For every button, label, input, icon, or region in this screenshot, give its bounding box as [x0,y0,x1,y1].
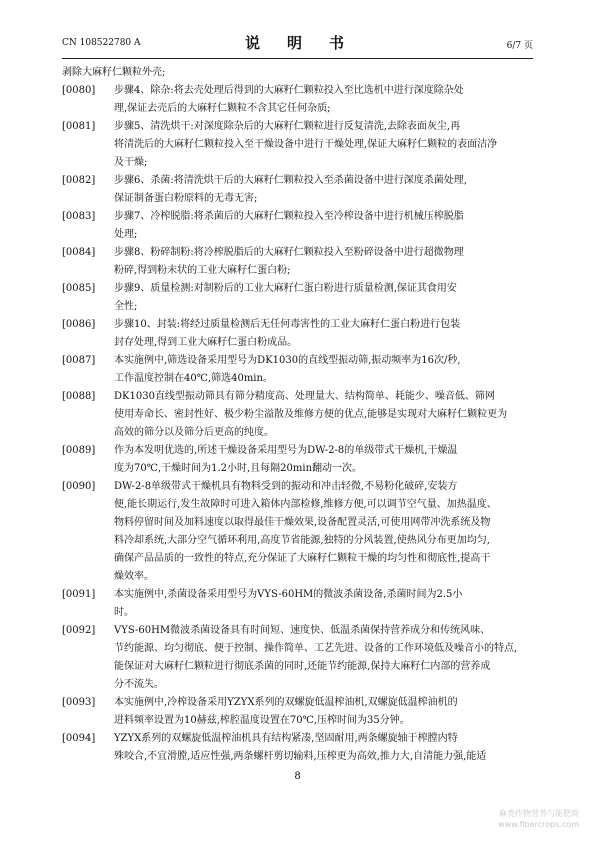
paragraph-text [114,388,533,442]
paragraph-text [114,478,533,586]
text-line: 及干燥; [114,157,148,168]
text-line: 步骤6、杀菌:将清洗烘干后的大麻籽仁颗粒投入至杀菌设备中进行深度杀菌处理, [114,175,467,186]
text-line: 殊咬合,不宜滑膛,适应性强,两条螺杆剪切输料,压榨更为高效,推力大,自清能力强,能适 [114,751,487,762]
paragraph-text [114,118,533,172]
paragraph [62,388,533,442]
text-line: 理,保证去壳后的大麻籽仁颗粒不含其它任何杂质; [114,103,331,114]
text-line: 步骤4、除杂:将去壳处理后得到的大麻籽仁颗粒投入至比选机中进行深度除杂处 [114,85,464,96]
page-header [62,24,533,54]
text-line: 分不流失。 [114,679,164,690]
text-line: 将清洗后的大麻籽仁颗粒投入至干燥设备中进行干燥处理,保证大麻籽仁颗粒的表面洁净 [114,139,498,150]
paragraph-text [114,280,533,316]
paragraph [62,208,533,244]
text-line: 使用寿命长、密封性好、极少粉尘溢散及维修方便的优点,能够是实现对大麻籽仁颗粒更为 [114,409,508,420]
text-line: 作为本发明优选的,所述干燥设备采用型号为DW-2-8的单级带式干燥机,干燥温 [114,445,458,456]
page-info: 6/7 页 [506,41,533,51]
text-line: 保证制备蛋白粉原料的无毒无害; [114,193,258,204]
paragraph [62,172,533,208]
paragraph-text [114,352,533,388]
paragraph [62,352,533,388]
paragraph-text [114,82,533,118]
paragraph-number: [0092] [62,625,96,636]
paragraph-number: [0089] [62,445,96,456]
paragraph-number: [0080] [62,85,96,96]
document-body [62,64,533,766]
text-line: DK1030直线型振动筛具有筛分精度高、处理量大、结构简单、耗能少、噪音低、筛网 [114,391,495,402]
text-line: 高效的筛分以及筛分后更高的纯度。 [114,427,274,438]
text-line: 工作温度控制在40℃,筛选40min。 [114,373,273,384]
text-line: 节约能源、均匀彻底、便于控制、操作简单、工艺先进、设备的工作环境低及噪音小的特点, [114,643,518,654]
text-line: 本实施例中,杀菌设备采用型号为VYS-60HM的微波杀菌设备,杀菌时间为2.5小 [114,589,463,600]
paragraph-text [114,730,533,766]
text-line: 步骤5、清洗烘干:对深度除杂后的大麻籽仁颗粒进行反复清洗,去除表面灰尘,再 [114,121,461,132]
paragraph-text [114,208,533,244]
text-line: 时。 [114,607,134,618]
watermark-url: www.fibercrops.com [498,820,579,829]
text-line: DW-2-8单级带式干燥机具有物料受到的振动和冲击轻微,不易粉化破碎,安装方 [114,481,458,492]
intro-line: 剥除大麻籽仁颗粒外壳; [62,67,166,78]
paragraph-number: [0083] [62,211,96,222]
paragraph-text [114,316,533,352]
paragraph [62,118,533,172]
text-line: 确保产品品质的一致性的特点,充分保证了大麻籽仁颗粒干燥的均匀性和彻底性,提高干 [114,553,491,564]
paragraph [62,622,533,694]
paragraph [62,244,533,280]
text-line: 步骤9、质量检测:对制粉后的工业大麻籽仁蛋白粉进行质量检测,保证其食用安 [114,283,457,294]
text-line: VYS-60HM微波杀菌设备具有时间短、速度快、低温杀菌保持营养成分和传统风味、 [114,625,491,636]
paragraph-text [114,694,533,730]
text-line: 能保证对大麻籽仁颗粒进行彻底杀菌的同时,还能节约能源,保持大麻籽仁内部的营养成 [114,661,491,672]
text-line: 便,能长期运行,发生故障时可进入箱体内部检修,维修方便,可以调节空气量、加热温度、 [114,499,497,510]
text-line: 步骤8、粉碎制粉:将冷榨脱脂后的大麻籽仁颗粒投入至粉碎设备中进行超微物理 [114,247,464,258]
paragraph-text [114,442,533,478]
paragraph-text [114,586,533,622]
header-divider [62,58,533,59]
text-line: 本实施例中,筛选设备采用型号为DK1030的直线型振动筛,振动频率为16次/秒, [114,355,461,366]
document-number: CN 108522780 A [62,38,141,48]
paragraph [62,280,533,316]
paragraph-number: [0084] [62,247,96,258]
text-line: 进料频率设置为10赫兹,榨腔温度设置在70℃,压榨时间为35分钟。 [114,715,410,726]
text-line: YZYX系列的双螺旋低温榨油机具有结构紧凑,坚固耐用,两条螺旋轴于榨膛内特 [114,733,458,744]
paragraph-number: [0081] [62,121,96,132]
paragraph-number: [0088] [62,391,96,402]
text-line: 全性; [114,301,138,312]
text-line: 料冷却系统,大部分空气循环利用,高度节省能源,独特的分风装置,使热风分布更加均匀, [114,535,490,546]
page-number: 8 [294,771,301,782]
text-line: 处理; [114,229,138,240]
paragraph-number: [0094] [62,733,96,744]
text-line: 度为70℃,干燥时间为1.2小时,且每隔20min翻动一次。 [114,463,363,474]
paragraph-number: [0090] [62,481,96,492]
paragraph-number: [0091] [62,589,96,600]
paragraph-number: [0082] [62,175,96,186]
watermark [498,808,579,830]
text-line: 燥效率。 [114,571,154,582]
text-line: 步骤7、冷榨脱脂:将杀菌后的大麻籽仁颗粒投入至冷榨设备中进行机械压榨脱脂 [114,211,464,222]
text-line: 物料停留时间及加料速度以取得最佳干燥效果,设备配置灵活,可使用网带冲洗系统及物 [114,517,491,528]
paragraph-text [114,172,533,208]
text-line: 封存处理,得到工业大麻籽仁蛋白粉成品。 [114,337,298,348]
paragraph [62,82,533,118]
paragraph-text [114,244,533,280]
paragraph-number: [0085] [62,283,96,294]
paragraph [62,694,533,730]
paragraph [62,478,533,586]
paragraph-text [114,622,533,694]
text-line: 粉碎,得到粉末状的工业大麻籽仁蛋白粉; [114,265,291,276]
paragraph-number: [0086] [62,319,96,330]
document-title: 说 明 书 [244,34,350,52]
paragraph-number: [0087] [62,355,96,366]
text-line: 本实施例中,冷榨设备采用YZYX系列的双螺旋低温榨油机,双螺旋低温榨油机的 [114,697,458,708]
paragraph-number: [0093] [62,697,96,708]
watermark-title: 麻类作物营养与能肥阅 [499,809,579,818]
paragraph [62,442,533,478]
text-line: 步骤10、封装:将经过质量检测后无任何毒害性的工业大麻籽仁蛋白粉进行包装 [114,319,461,330]
paragraph [62,730,533,766]
paragraph [62,586,533,622]
paragraph [62,316,533,352]
